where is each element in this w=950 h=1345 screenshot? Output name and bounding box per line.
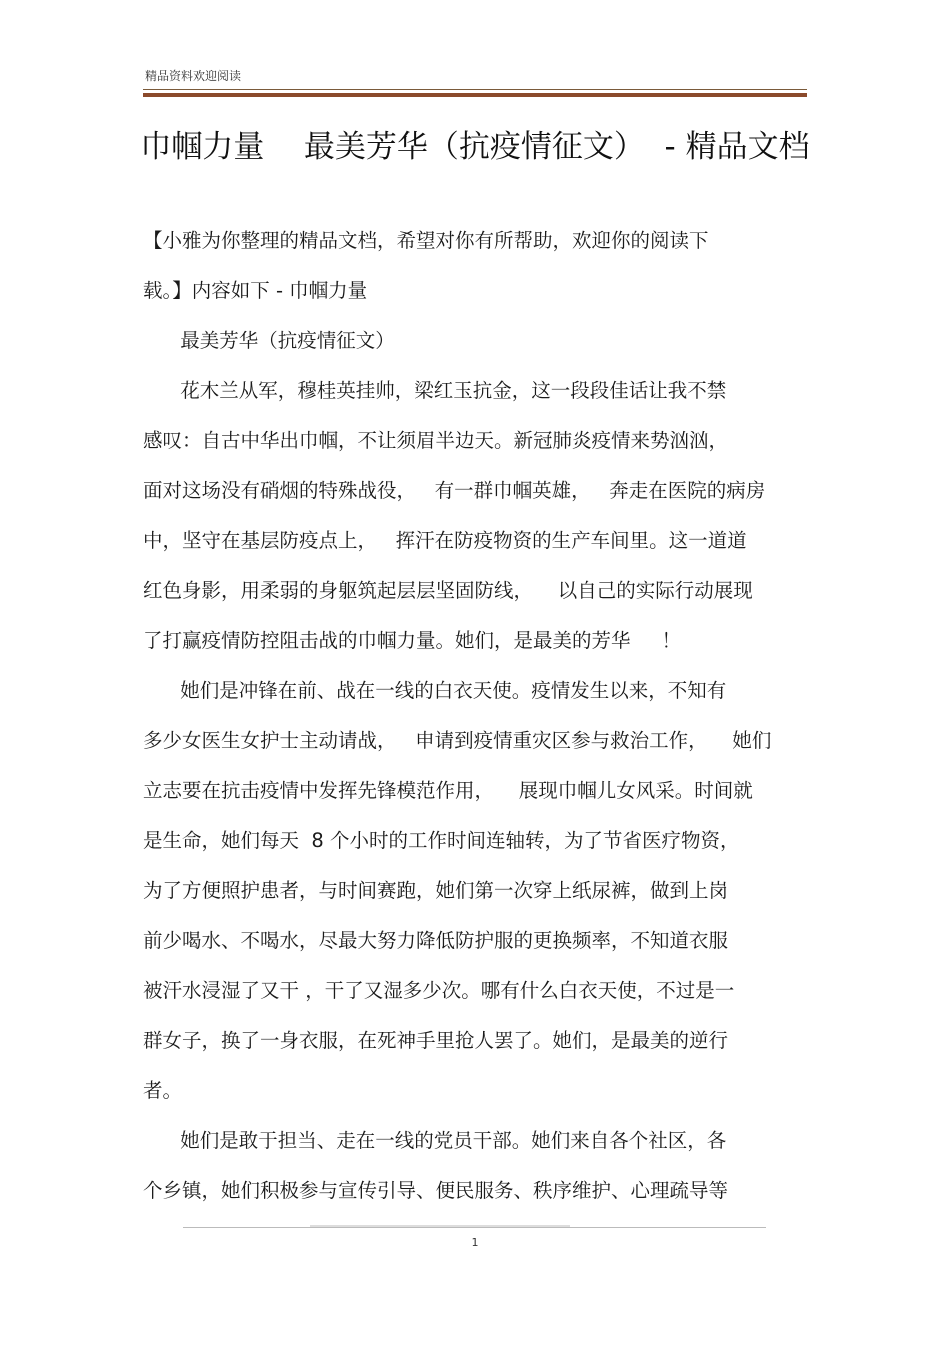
body-line: 【小雅为你整理的精品文档，希望对你有所帮助，欢迎你的阅读下 xyxy=(143,229,709,252)
document-body xyxy=(143,216,813,1216)
body-line: 载。】内容如下 - 巾帼力量 xyxy=(143,279,368,302)
body-line: 个乡镇，她们积极参与宣传引导、便民服务、秩序维护、心理疏导等 xyxy=(143,1179,729,1202)
body-line: 最美芳华（抗疫情征文） xyxy=(143,329,395,352)
page-number: 1 xyxy=(471,1236,479,1249)
body-line: 多少女医生女护士主动请战， 申请到疫情重灾区参与救治工作， 她们 xyxy=(143,729,772,752)
body-line: 面对这场没有硝烟的特殊战役， 有一群巾帼英雄， 奔走在医院的病房 xyxy=(143,479,766,502)
body-line: 中，坚守在基层防疫点上， 挥汗在防疫物资的生产车间里。这一道道 xyxy=(143,529,747,552)
document-title: 巾帼力量 最美芳华（抗疫情征文） - 精品文档 xyxy=(140,129,810,165)
body-line: 为了方便照护患者，与时间赛跑，她们第一次穿上纸尿裤，做到上岗 xyxy=(143,879,729,902)
body-line: 红色身影，用柔弱的身躯筑起层层坚固防线， 以自己的实际行动展现 xyxy=(143,579,753,602)
body-line: 者。 xyxy=(143,1079,183,1102)
footer-rule xyxy=(183,1227,766,1228)
body-line: 前少喝水、不喝水，尽最大努力降低防护服的更换频率，不知道衣服 xyxy=(143,929,729,952)
body-line: 被汗水浸湿了又干 ，干了又湿多少次。哪有什么白衣天使，不过是一 xyxy=(143,979,735,1002)
body-line: 感叹：自古中华出巾帼，不让须眉半边天。新冠肺炎疫情来势汹汹， xyxy=(143,429,729,452)
body-line: 花木兰从军，穆桂英挂帅，梁红玉抗金，这一段段佳话让我不禁 xyxy=(143,379,727,402)
body-line: 她们是敢于担当、走在一线的党员干部。她们来自各个社区，各 xyxy=(143,1129,727,1152)
header-rule-thin xyxy=(143,89,807,90)
body-line: 立志要在抗击疫情中发挥先锋模范作用， 展现巾帼儿女风采。时间就 xyxy=(143,779,753,802)
page-header-text: 精品资料欢迎阅读 xyxy=(145,69,242,83)
body-line: 群女子，换了一身衣服，在死神手里抢人罢了。她们，是最美的逆行 xyxy=(143,1029,729,1052)
body-line: 了打赢疫情防控阻击战的巾帼力量。她们，是最美的芳华 ！ xyxy=(143,629,681,652)
body-line: 她们是冲锋在前、战在一线的白衣天使。疫情发生以来，不知有 xyxy=(143,679,727,702)
body-line: 是生命，她们每天 8 个小时的工作时间连轴转，为了节省医疗物资， xyxy=(143,829,740,852)
header-rule-thick xyxy=(143,93,807,97)
